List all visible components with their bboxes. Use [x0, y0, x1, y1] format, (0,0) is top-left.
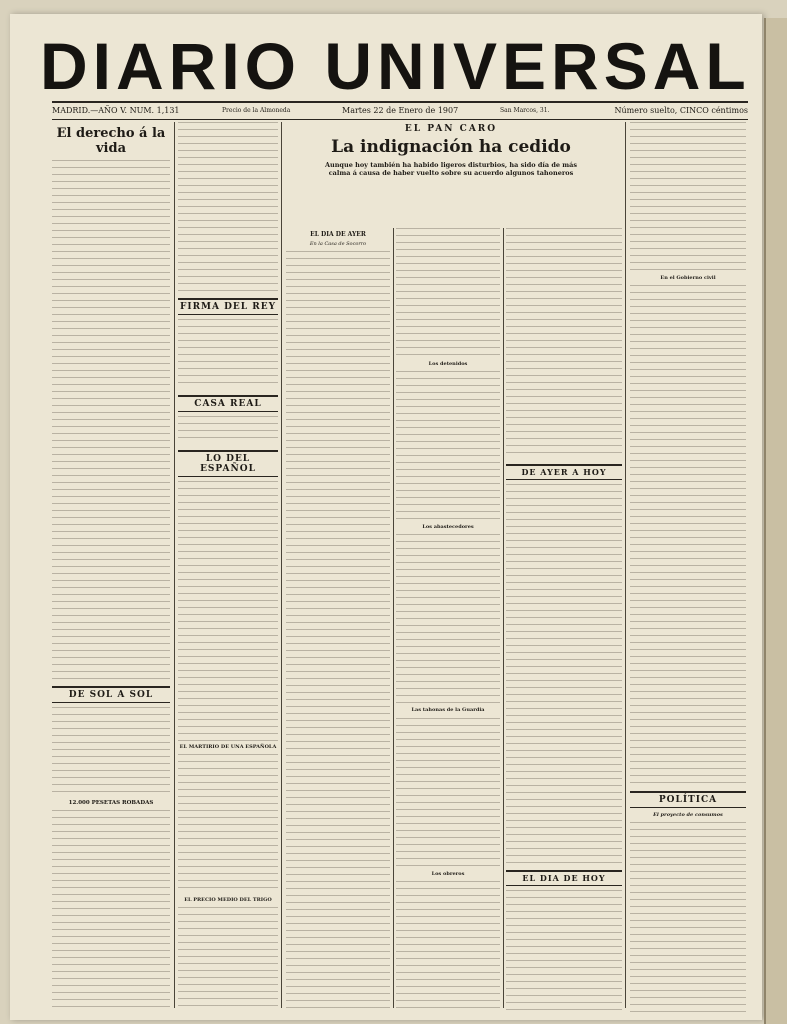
price-note: Precio de la Almoneda	[222, 107, 291, 114]
section-heading: CASA REAL	[178, 395, 278, 412]
masthead-title: DIARIO UNIVERSAL	[40, 29, 751, 103]
article-body-text	[178, 907, 278, 1012]
article-body-text	[630, 285, 746, 785]
address: San Marcos, 31.	[500, 107, 550, 114]
article-body-text	[630, 822, 746, 1012]
lead-deck: Aunque hoy también ha habido ligeros disturbios, ha sido día de más calma á causa de haber vuelto sobre su acuerdo algunos tahoneros	[324, 161, 578, 177]
article-subheading: EL DIA DE AYER	[310, 231, 366, 238]
article-subheading: Las tahonas de la Guardia	[411, 707, 485, 714]
article-body-text	[396, 718, 500, 868]
section-heading: LO DEL ESPAÑOL	[178, 450, 278, 477]
column-rule	[625, 122, 626, 1008]
column-rule	[393, 228, 394, 1008]
article-body-text	[178, 416, 278, 444]
issue-date: Martes 22 de Enero de 1907	[342, 106, 459, 115]
article-body-text	[52, 707, 170, 797]
article-subheading: Los obreros	[431, 870, 465, 877]
article-body-text	[396, 534, 500, 704]
article-body-text	[630, 122, 746, 272]
lead-story-header	[284, 122, 618, 222]
article-subheading: EL PRECIO MEDIO DEL TRIGO	[184, 897, 272, 904]
article-subheading: Los abastecedores	[422, 524, 474, 531]
article-subheading: En la Casa de Socorro	[309, 241, 367, 248]
article-headline: El derecho á la vida	[56, 126, 166, 156]
article-body-text	[178, 754, 278, 894]
section-heading: FIRMA DEL REY	[178, 298, 278, 315]
article-body-text	[52, 810, 170, 1012]
column-2	[178, 122, 278, 1012]
column-rule	[174, 122, 175, 1008]
article-body-text	[396, 371, 500, 521]
column-5	[506, 228, 622, 1012]
article-body-text	[178, 122, 278, 292]
article-body-text	[396, 228, 500, 358]
lead-headline: La indignación ha cedido	[331, 137, 571, 157]
article-body-text	[178, 481, 278, 741]
column-6	[630, 122, 746, 1012]
article-body-text	[396, 881, 500, 1012]
article-subheading: Los detenidos	[428, 361, 468, 367]
adjacent-page-edge	[764, 18, 787, 1024]
section-heading: EL DIA DE HOY	[506, 870, 622, 886]
column-3	[286, 228, 390, 1012]
section-heading: DE AYER A HOY	[506, 464, 622, 480]
issue-price: Número suelto, CINCO céntimos	[614, 106, 748, 115]
section-heading: POLÍTICA	[630, 791, 746, 808]
article-body-text	[52, 160, 170, 680]
article-body-text	[506, 484, 622, 864]
column-1	[52, 122, 170, 1012]
lead-kicker: EL PAN CARO	[404, 124, 498, 134]
article-subheading: 12.000 PESETAS ROBADAS	[68, 800, 154, 806]
column-4	[396, 228, 500, 1012]
article-subheading: EL MARTIRIO DE UNA ESPAÑOLA	[179, 744, 277, 750]
column-rule	[503, 228, 504, 1008]
article-subheading: El proyecto de consumos	[653, 812, 723, 819]
dateline-bar	[52, 101, 748, 120]
article-body-text	[178, 319, 278, 389]
section-heading: DE SOL A SOL	[52, 686, 170, 703]
column-rule	[281, 122, 282, 1008]
article-subheading: En el Gobierno civil	[660, 275, 716, 281]
issue-number: MADRID.—AÑO V. NUM. 1,131	[52, 106, 180, 115]
article-body-text	[286, 251, 390, 1012]
article-body-text	[506, 890, 622, 1012]
article-body-text	[506, 228, 622, 458]
